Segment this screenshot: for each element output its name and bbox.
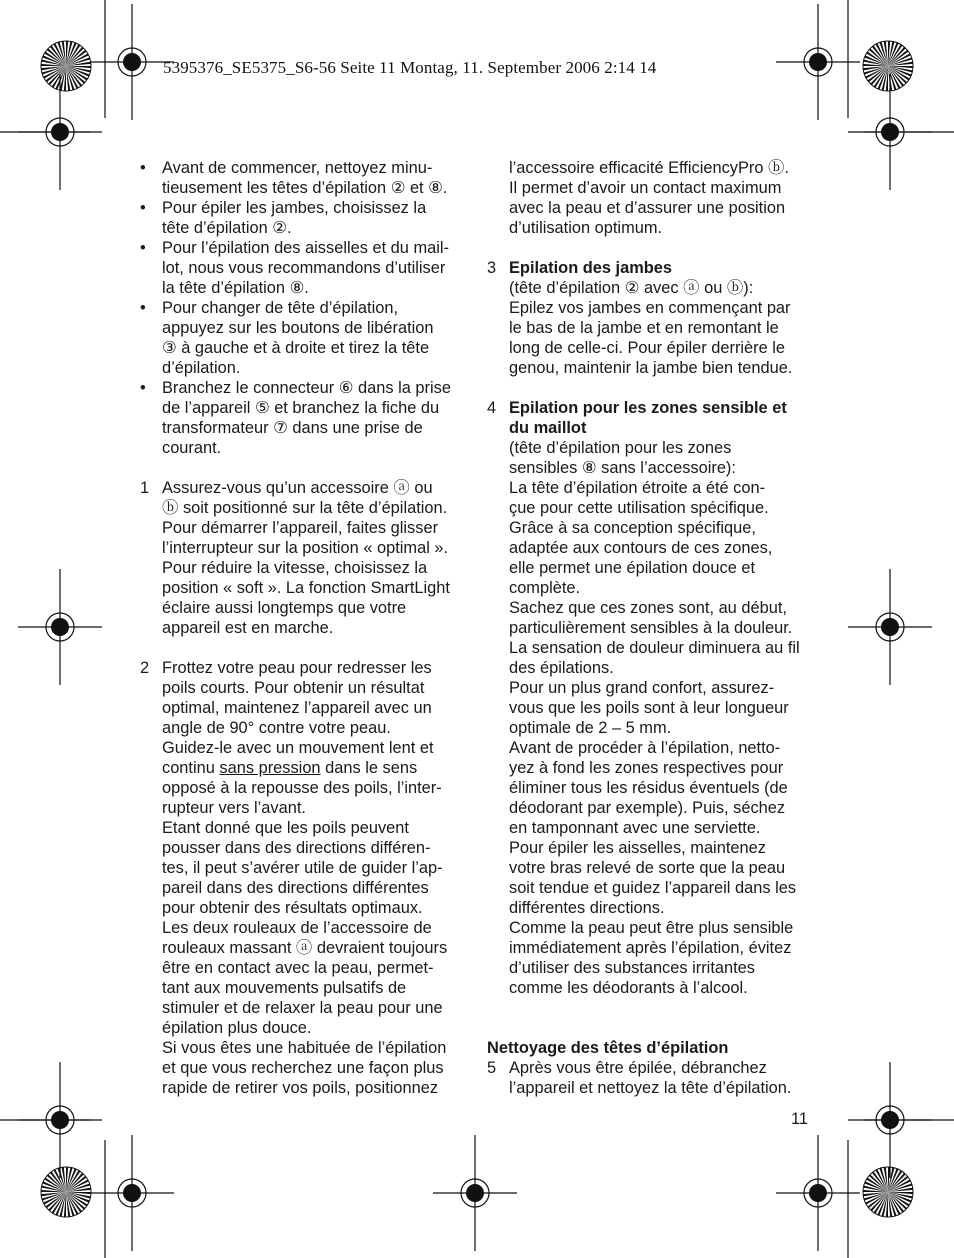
item-marker: • (140, 299, 146, 317)
page-number: 11 (791, 1110, 809, 1128)
item-text: Pour épiler les jambes, choisissez la tête d’épilation ②. (162, 199, 427, 237)
spacer (487, 378, 817, 398)
item-text: Epilation des jambes (tête d’épilation ② avec ⓐ ou ⓑ): Epilez vos jambes en commençant par le bas de la jambe et en remontant le long de celle-ci. Pour épiler derrière le genou, maintenir la jambe bien tendue. (509, 259, 793, 377)
registration-target-icon (18, 569, 102, 685)
bullet-item (140, 198, 470, 238)
item-text: Après vous être épilée, débranchez l’appareil et nettoyez la tête d’épilation. (509, 1059, 792, 1097)
item-text: Avant de commencer, nettoyez minu- tieusement les têtes d’épilation ② et ⑧. (162, 159, 448, 197)
item-text: Pour changer de tête d’épilation, appuyez sur les boutons de libération ③ à gauche et à droite et tirez la tête d’épilation. (162, 299, 434, 377)
bullet-item (140, 158, 470, 198)
spacer (140, 458, 470, 478)
item-marker: 5 (487, 1059, 497, 1077)
star-target-icon (41, 41, 91, 91)
step-title: Epilation des jambes (509, 259, 673, 277)
item-text: Frottez votre peau pour redresser les poils courts. Pour obtenir un résultat optimal, maintenez l’appareil avec un angle de 90° contre votre peau. Guidez-le avec un mouvement lent et continu sans pression dans le sens opposé à la repousse des poils, l’inter- rupteur vers l’avant. Etant donné que les poils peuvent pousser dans des directions différen- tes, il peut s’avérer utile de guider l’ap- pareil dans des directions différentes pour obtenir des résultats optimaux. Les deux rouleaux de l’accessoire de rouleaux massant ⓐ devraient toujours être en contact avec la peau, permet- tant aux mouvements pulsatifs de stimuler et de relaxer la peau pour une épilation plus douce. Si vous êtes une habituée de l’épilation et que vous recherchez une façon plus rapide de retirer vos poils, positionnez (162, 659, 448, 1097)
registration-target-icon (433, 1135, 517, 1251)
registration-target-icon (90, 1135, 174, 1251)
item-marker: • (140, 239, 146, 257)
bullet-item (140, 238, 470, 298)
right-column (487, 158, 817, 1098)
continued-text (487, 158, 817, 238)
item-text: Pour l’épilation des aisselles et du mail- lot, nous vous recommandons d’utiliser la tête d’épilation ⑧. (162, 239, 449, 297)
bullet-item (140, 298, 470, 378)
spacer (487, 998, 817, 1018)
item-marker: 3 (487, 259, 497, 277)
star-target-icon (41, 1167, 91, 1217)
registration-target-icon (90, 4, 174, 120)
section-title: Nettoyage des têtes d’épilation (487, 1039, 729, 1057)
step-3 (487, 258, 817, 378)
registration-target-icon (848, 1062, 932, 1178)
star-target-icon (863, 1167, 913, 1217)
spacer (487, 1018, 817, 1038)
item-text: l’accessoire efficacité EfficiencyPro ⓑ. Il permet d’avoir un contact maximum avec la peau et d’assurer une position d’utilisation optimum. (509, 159, 789, 237)
registration-target-icon (848, 569, 932, 685)
item-marker: • (140, 199, 146, 217)
item-marker: • (140, 159, 146, 177)
step-2 (140, 658, 470, 1098)
item-text: Epilation pour les zones sensible et du maillot (tête d’épilation pour les zones sensibles ⑧ sans l’accessoire): La tête d’épilation étroite a été con- çue pour cette utilisation spécifique. Grâce à sa conception spécifique, adaptée aux contours de ces zones, elle permet une épilation douce et complète. Sachez que ces zones sont, au début, particulièrement sensibles à la douleur. La sensation de douleur diminuera au fil des épilations. Pour un plus grand confort, assurez- vous que les poils sont à leur longueur optimale de 2 – 5 mm. Avant de procéder à l’épilation, netto- yez à fond les zones respectives pour éliminer tous les résidus éventuels (de déodorant par exemple). Puis, séchez en tamponnant avec une serviette. Pour épiler les aisselles, maintenez votre bras relevé de sorte que la peau soit tendue et guidez l’appareil dans les différentes directions. Comme la peau peut être plus sensible immédiatement après l’épilation, évitez d’utiliser des substances irritantes comme les déodorants à l’alcool. (509, 399, 800, 997)
step-title: Epilation pour les zones sensible et du maillot (509, 399, 787, 437)
item-marker: 1 (140, 479, 150, 497)
registration-target-icon (18, 74, 102, 190)
step-5 (487, 1058, 817, 1098)
spacer (487, 238, 817, 258)
underlined-phrase: sans pression (219, 759, 321, 777)
step-1 (140, 478, 470, 638)
spacer (140, 638, 470, 658)
item-text: Assurez-vous qu’un accessoire ⓐ ou ⓑ soit positionné sur la tête d’épilation. Pour démarrer l’appareil, faites glisser l’interrupteur sur la position « optimal ». Pour réduire la vitesse, choisissez la position « soft ». La fonction SmartLight éclaire aussi longtemps que votre appareil est en marche. (162, 479, 450, 637)
item-marker: 2 (140, 659, 150, 677)
bullet-item (140, 378, 470, 458)
item-marker: • (140, 379, 146, 397)
left-column (140, 158, 470, 1098)
print-header-slug: 5395376_SE5375_S6-56 Seite 11 Montag, 11. September 2006 2:14 14 (163, 58, 657, 77)
item-text: Branchez le connecteur ⑥ dans la prise de l’appareil ⑤ et branchez la fiche du transformateur ⑦ dans une prise de courant. (162, 379, 451, 457)
registration-target-icon (18, 1062, 102, 1178)
item-marker: 4 (487, 399, 497, 417)
star-target-icon (863, 41, 913, 91)
step-4 (487, 398, 817, 998)
